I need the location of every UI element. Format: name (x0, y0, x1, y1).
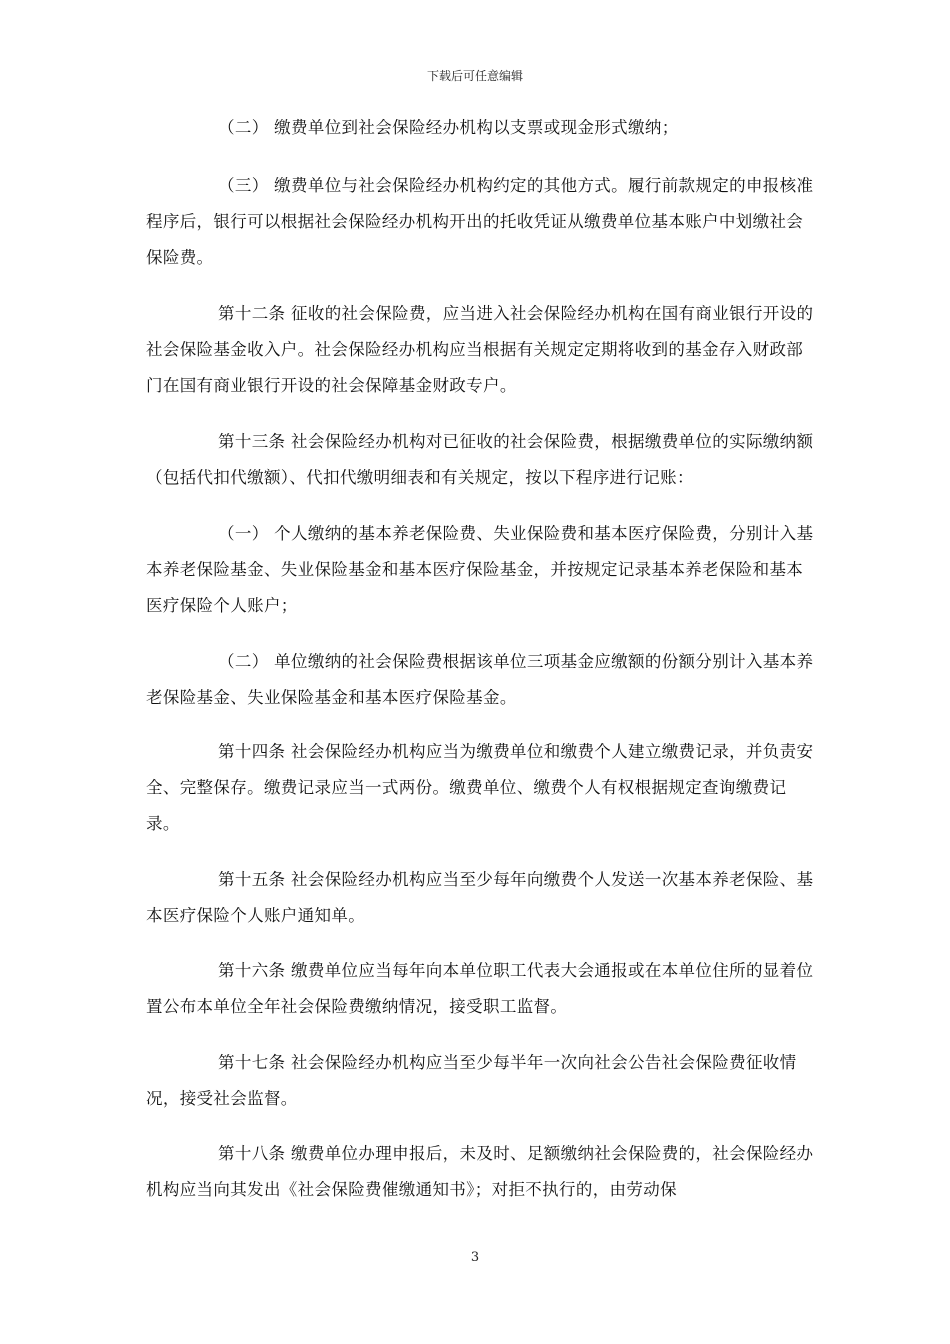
paragraph-article-17: 第十七条 社会保险经办机构应当至少每半年一次向社会公告社会保险费征收情况，接受社会监督。 (146, 1053, 797, 1108)
paragraph-sub-item-1: （一） 个人缴纳的基本养老保险费、失业保险费和基本医疗保险费，分别计入基本养老保险基金、失业保险基金和基本医疗保险基金，并按规定记录基本养老保险和基本医疗保险个人账户； (146, 524, 814, 615)
paragraph-article-13: 第十三条 社会保险经办机构对已征收的社会保险费，根据缴费单位的实际缴纳额（包括代扣代缴额）、代扣代缴明细表和有关规定，按以下程序进行记账： (146, 432, 814, 487)
paragraph-article-18: 第十八条 缴费单位办理申报后，未及时、足额缴纳社会保险费的，社会保险经办机构应当向其发出《社会保险费催缴通知书》；对拒不执行的，由劳动保 (146, 1144, 814, 1199)
page-number: 3 (470, 1250, 480, 1265)
paragraph-article-16: 第十六条 缴费单位应当每年向本单位职工代表大会通报或在本单位住所的显着位置公布本单位全年社会保险费缴纳情况，接受职工监督。 (146, 961, 814, 1016)
paragraph-item-3: （三） 缴费单位与社会保险经办机构约定的其他方式。履行前款规定的申报核准程序后，银行可以根据社会保险经办机构开出的托收凭证从缴费单位基本账户中划缴社会保险费。 (146, 176, 814, 267)
paragraph-sub-item-2: （二） 单位缴纳的社会保险费根据该单位三项基金应缴额的份额分别计入基本养老保险基金、失业保险基金和基本医疗保险基金。 (146, 652, 814, 707)
page-header: 下载后可任意编辑 (426, 69, 523, 83)
paragraph-article-12: 第十二条 征收的社会保险费，应当进入社会保险经办机构在国有商业银行开设的社会保险基金收入户。社会保险经办机构应当根据有关规定定期将收到的基金存入财政部门在国有商业银行开设的社会保障基金财政专户。 (146, 304, 814, 395)
paragraph-article-15: 第十五条 社会保险经办机构应当至少每年向缴费个人发送一次基本养老保险、基本医疗保险个人账户通知单。 (146, 870, 814, 925)
paragraph-article-14: 第十四条 社会保险经办机构应当为缴费单位和缴费个人建立缴费记录，并负责安全、完整保存。缴费记录应当一式两份。缴费单位、缴费个人有权根据规定查询缴费记录。 (146, 742, 814, 833)
paragraph-item-2: （二） 缴费单位到社会保险经办机构以支票或现金形式缴纳； (218, 118, 679, 137)
